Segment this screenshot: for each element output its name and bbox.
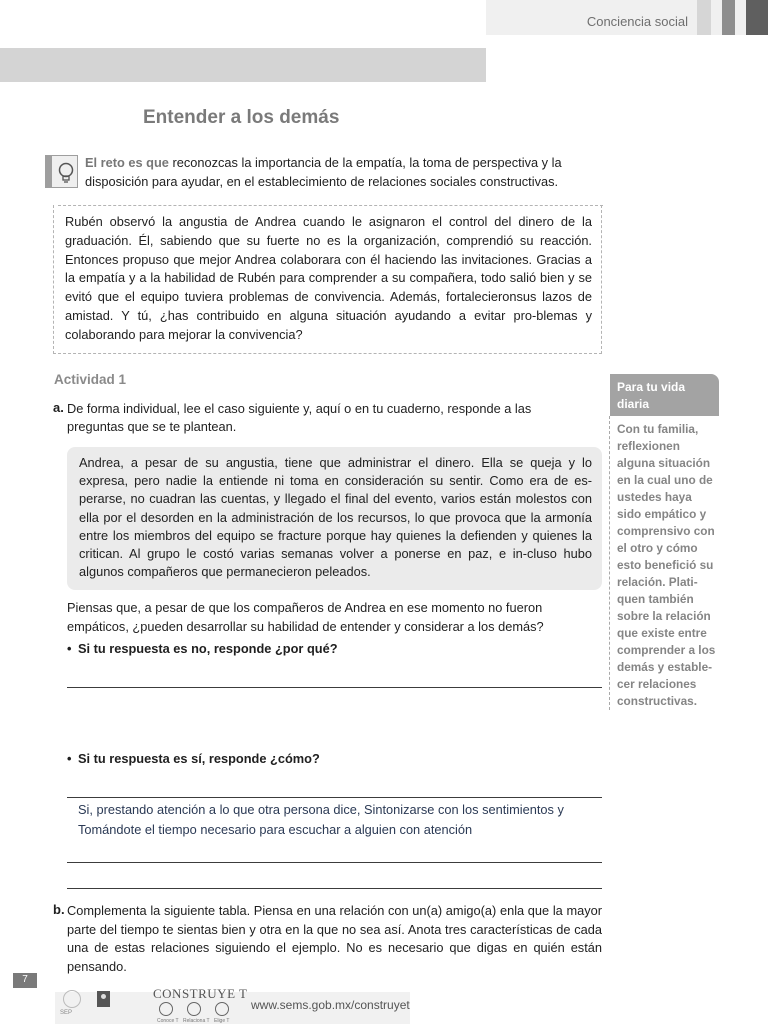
answer-text[interactable]: Si, prestando atención a lo que otra persona dice, Sintonizarse con los sentimientos y Tomándote el tiempo necesario para escuchar a alguien con atención <box>78 802 564 837</box>
footer-url-link[interactable]: www.sems.gob.mx/construyet <box>251 998 410 1012</box>
bullet-how: • Si tu respuesta es sí, responde ¿cómo? <box>67 751 320 766</box>
section-label: Conciencia social <box>586 14 688 29</box>
case-box-top-border <box>58 205 603 206</box>
sems-logo-dot <box>101 994 106 999</box>
goal-lead: El reto es que <box>85 155 169 170</box>
brand-name: CONSTRUYE T <box>153 986 248 1001</box>
item-b-instructions: Complementa la siguiente tabla. Piensa en una relación con un(a) amigo(a) enla que la mayor parte del tiempo te sientas bien y otra en la que no sea así. Anota tres características de cada una de estas relaciones siguiendo el ejemplo. No es necesario que digas en quién están pensando. <box>67 903 602 974</box>
header-tab-dark <box>746 0 768 35</box>
sidebar-body: Con tu familia, reflexionen alguna situación en la cual uno de ustedes haya sido empático y comprensivo con el otro y cómo esto benefició su relación. Plati-quen también sobre la relación que existe entre comprender a los demás y estable-cer relaciones constructivas. <box>617 422 716 708</box>
sep-logo-icon <box>63 990 81 1008</box>
item-a-instructions: De forma individual, lee el caso siguiente y, aquí o en tu cuaderno, responde a las preguntas que se te plantean. <box>67 401 532 434</box>
story-text: Andrea, a pesar de su angustia, tiene que administrar el dinero. Ella se queja y lo expresa, pero nadie la entiende ni toma en consideración su sentir. Como era de es-perarse, no cuadran las cuentas, y llegado el final del evento, varios están molestos con ella por el desorden en la administración de los recursos, lo que provoca que la armonía entre los miembros del equipo se fracture porque hay quienes la defienden y quienes la critican. Al grupo le costó varias semanas volver a ponerse en paz, e in-cluso hubo algunos compañeros que permanecieron peleados. <box>79 455 592 580</box>
bullet-how-text: Si tu respuesta es sí, responde ¿cómo? <box>78 751 320 766</box>
case-text: Rubén observó la angustia de Andrea cuando le asignaron el control del dinero de la graduación. Él, sabiendo que su fuerte no es la organización, comprendió su reacción. Entonces propuso que mejor Andrea colaborara con él haciendo las invitaciones. Gracias a la empatía y a la habilidad de Rubén para comprender a su compañera, todo salió bien y se evitó que el equipo tuviera problemas de convivencia. Además, fortalecieronsus lazos de amistad. Y tú, ¿has contribuido en alguna situación ayudando a evitar pro-blemas y colaborando para mejorar la convivencia? <box>65 214 592 342</box>
item-a-letter: a. <box>53 400 64 415</box>
elige-t-icon <box>215 1002 229 1016</box>
question-text: Piensas que, a pesar de que los compañeros de Andrea en ese momento no fueron empáticos, ¿pueden desarrollar su habilidad de entender y considerar a los demás? <box>67 600 544 634</box>
header-tab-mid <box>722 0 735 35</box>
item-b-letter: b. <box>53 902 65 917</box>
goal-statement <box>85 153 603 191</box>
bullet-why-text: Si tu respuesta es no, responde ¿por qué? <box>78 641 338 656</box>
sidebar-divider <box>609 416 610 710</box>
sidebar-heading: Para tu vida diaria <box>617 380 686 411</box>
brand-icon-caption-1: Conoce T <box>157 1018 179 1024</box>
page-number: 7 <box>22 974 28 985</box>
answer-line-why[interactable] <box>67 687 602 688</box>
relaciona-t-icon <box>187 1002 201 1016</box>
brand-icon-caption-3: Elige T <box>214 1018 230 1024</box>
answer-line-how-2[interactable] <box>67 862 602 863</box>
brand-icon-caption-2: Relaciona T <box>183 1018 210 1024</box>
lightbulb-icon <box>45 155 78 188</box>
header-tab-light <box>697 0 711 35</box>
answer-line-how-3[interactable] <box>67 888 602 889</box>
conoce-t-icon <box>159 1002 173 1016</box>
bullet-why: • Si tu respuesta es no, responde ¿por qué? <box>67 641 338 656</box>
sep-logo-label: SEP <box>60 1010 73 1016</box>
title-banner <box>0 48 486 82</box>
page-title: Entender a los demás <box>143 107 340 128</box>
answer-line-how-1[interactable] <box>67 797 602 798</box>
goal-body: reconozcas la importancia de la empatía, la toma de perspectiva y la disposición para ayudar, en el establecimiento de relaciones sociales constructivas. <box>85 155 562 189</box>
activity-title: Actividad 1 <box>54 372 127 387</box>
